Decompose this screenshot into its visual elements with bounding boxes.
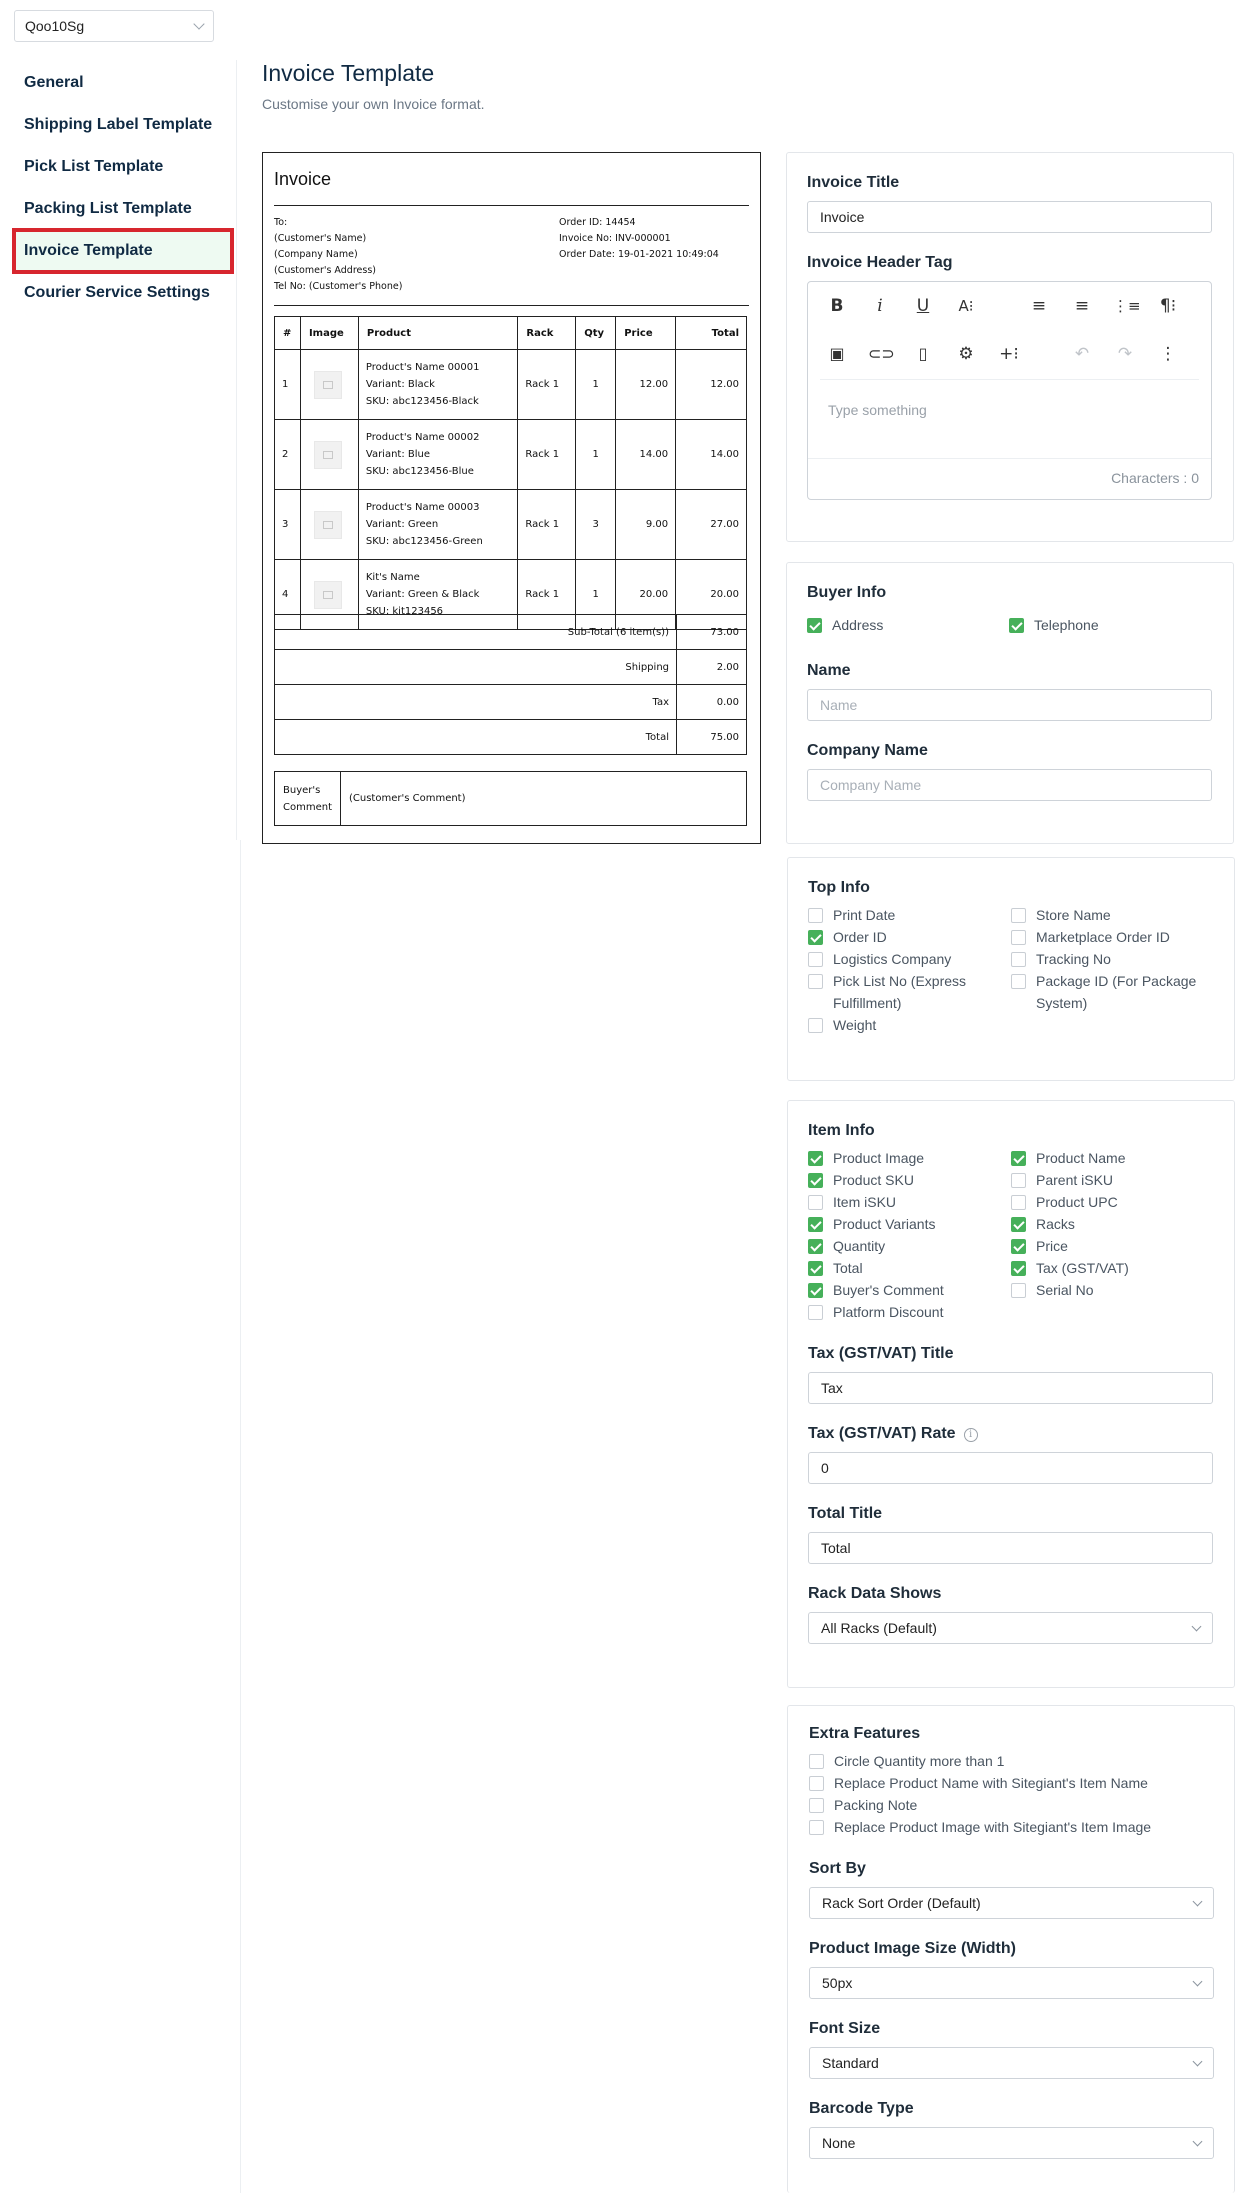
summary-label: Total [275, 720, 677, 755]
image-size-label: Product Image Size (Width) [809, 1940, 1016, 1957]
name-label: Name [807, 662, 851, 679]
checkbox-label: Product UPC [1036, 1194, 1118, 1210]
column-header: Product [358, 317, 518, 350]
product-name-checkbox[interactable] [1011, 1147, 1125, 1169]
checkbox-checked-icon [808, 1173, 823, 1188]
checkbox-icon [808, 1195, 823, 1210]
column-header: Total [676, 317, 747, 350]
product-image-checkbox[interactable] [808, 1147, 924, 1169]
row-number: 1 [275, 350, 301, 420]
rack-cell: Rack 1 [518, 350, 576, 420]
summary-value: 0.00 [677, 685, 747, 720]
to-line: (Company Name) [274, 249, 358, 260]
bold-icon[interactable]: B [830, 296, 844, 316]
font-size-icon[interactable]: A⁝ [958, 297, 974, 315]
table-row [275, 350, 747, 420]
checkbox-label: Store Name [1036, 907, 1111, 923]
chevron-down-icon [1193, 1897, 1203, 1907]
column-header: Price [616, 317, 676, 350]
invoice-items-table [274, 316, 747, 630]
product-sku: SKU: abc123456-Blue [365, 466, 474, 477]
checkbox-icon [1011, 908, 1026, 923]
parent-isku-checkbox[interactable] [1011, 1169, 1113, 1191]
buyer-comment-label-line: Comment [283, 801, 332, 813]
image-placeholder-icon [314, 441, 342, 469]
to-line: (Customer's Address) [274, 265, 376, 276]
column-header: Qty [576, 317, 616, 350]
checkbox-icon [808, 974, 823, 989]
order-line: Invoice No: INV-000001 [559, 233, 671, 244]
checkbox-checked-icon [1011, 1151, 1026, 1166]
item-isku-checkbox[interactable] [808, 1191, 896, 1213]
checkbox-icon [1011, 974, 1026, 989]
packing-note-checkbox[interactable] [809, 1794, 917, 1816]
page-subtitle: Customise your own Invoice format. [262, 96, 485, 112]
price-cell: 9.00 [616, 490, 676, 560]
row-number: 2 [275, 420, 301, 490]
product-sku: SKU: kit123456 [365, 606, 444, 617]
buyer-comment-value: (Customer's Comment) [341, 772, 747, 826]
invoice-header-tag-label: Invoice Header Tag [807, 254, 953, 271]
checkbox-checked-icon [1011, 1239, 1026, 1254]
image-placeholder-icon [314, 581, 342, 609]
company-name-label: Company Name [807, 742, 928, 759]
page-title: Invoice Template [262, 60, 435, 86]
rack-data-select[interactable] [808, 1612, 1213, 1644]
summary-value: 73.00 [677, 615, 747, 650]
checkbox-label: Telephone [1034, 617, 1099, 633]
total-title-input[interactable]: Total [808, 1532, 1213, 1564]
product-variant: Variant: Blue [365, 449, 431, 460]
product-sku: SKU: abc123456-Green [365, 536, 483, 547]
checkbox-label: Packing Note [834, 1797, 918, 1813]
checkbox-checked-icon [1011, 1261, 1026, 1276]
checkbox-checked-icon [807, 618, 822, 633]
print-date-checkbox[interactable] [808, 904, 895, 926]
checkbox-checked-icon [1011, 1217, 1026, 1232]
checkbox-checked-icon [808, 1261, 823, 1276]
sidebar-item-pick-list-template[interactable]: Pick List Template [24, 158, 164, 175]
summary-row [275, 615, 747, 650]
rack-data-value: All Racks (Default) [821, 1620, 937, 1636]
summary-label: Tax [275, 685, 677, 720]
checkbox-label: Product Variants [833, 1216, 936, 1232]
checkbox-icon [809, 1754, 824, 1769]
product-name: Product's Name 00001 [365, 362, 480, 373]
order-id-checkbox[interactable] [808, 926, 887, 948]
checkbox-label: Product Name [1036, 1150, 1126, 1166]
checkbox-icon [808, 952, 823, 967]
sidebar-divider [236, 60, 237, 840]
checkbox-label: Tax (GST/VAT) [1036, 1260, 1129, 1276]
address-checkbox[interactable] [807, 614, 883, 636]
total-cell: 27.00 [676, 490, 747, 560]
product-cell [358, 350, 518, 420]
italic-icon[interactable]: i [877, 296, 883, 316]
undo-icon[interactable]: ↶ [1074, 344, 1090, 364]
price-cell: 12.00 [616, 350, 676, 420]
product-variant: Variant: Black [365, 379, 435, 390]
editor-placeholder[interactable]: Type something [828, 402, 927, 418]
price-checkbox[interactable] [1011, 1235, 1068, 1257]
quantity-checkbox[interactable] [808, 1235, 885, 1257]
order-block [559, 215, 719, 263]
checkbox-label: Product Image [833, 1150, 925, 1166]
gear-icon[interactable]: ⚙ [958, 344, 974, 364]
column-header: Rack [518, 317, 576, 350]
product-name: Product's Name 00003 [365, 502, 480, 513]
buyers-comment-checkbox[interactable] [808, 1279, 944, 1301]
editor-divider [808, 458, 1211, 459]
to-line: (Customer's Name) [274, 233, 367, 244]
checkbox-label: Quantity [833, 1238, 886, 1254]
to-line: Tel No: (Customer's Phone) [274, 281, 403, 292]
qty-cell: 1 [576, 560, 616, 630]
editor-divider [820, 379, 1199, 380]
checkbox-label: Address [832, 617, 884, 633]
marketplace-order-id-checkbox[interactable] [1011, 926, 1170, 948]
tax-title-label: Tax (GST/VAT) Title [808, 1345, 954, 1362]
row-number: 4 [275, 560, 301, 630]
sidebar-item-shipping-label-template[interactable]: Shipping Label Template [24, 116, 213, 133]
summary-row [275, 685, 747, 720]
sort-by-label: Sort By [809, 1860, 866, 1877]
image-icon[interactable]: ▣ [829, 344, 845, 363]
product-name: Product's Name 00002 [365, 432, 480, 443]
barcode-type-select[interactable] [809, 2127, 1214, 2159]
tax-title-input[interactable]: Tax [808, 1372, 1213, 1404]
product-sku-checkbox[interactable] [808, 1169, 914, 1191]
checkbox-label: Tracking No [1036, 951, 1111, 967]
total-cell: 14.00 [676, 420, 747, 490]
item-info-title: Item Info [808, 1122, 875, 1139]
paragraph-icon[interactable]: ¶⁝ [1159, 296, 1177, 316]
summary-value: 75.00 [677, 720, 747, 755]
checkbox-checked-icon [808, 930, 823, 945]
telephone-checkbox[interactable] [1009, 614, 1099, 636]
character-count: Characters : 0 [1111, 470, 1199, 486]
align-left-icon[interactable]: ≡ [1031, 296, 1047, 316]
weight-checkbox[interactable] [808, 1014, 876, 1036]
store-name-checkbox[interactable] [1011, 904, 1111, 926]
checkbox-label: Weight [833, 1017, 877, 1033]
align-center-icon[interactable]: ≡ [1074, 296, 1090, 316]
product-sku: SKU: abc123456-Black [365, 396, 479, 407]
barcode-type-label: Barcode Type [809, 2100, 914, 2117]
checkbox-label: Racks [1036, 1216, 1075, 1232]
column-header: # [275, 317, 301, 350]
customer-block [274, 215, 402, 295]
buyer-comment-label [275, 772, 341, 826]
checkbox-checked-icon [808, 1151, 823, 1166]
total-cell: 20.00 [676, 560, 747, 630]
to-line: To: [274, 217, 288, 228]
checkbox-icon [809, 1820, 824, 1835]
circle-quantity-checkbox[interactable] [809, 1750, 1004, 1772]
rack-cell: Rack 1 [518, 420, 576, 490]
checkbox-icon [1011, 952, 1026, 967]
tracking-no-checkbox[interactable] [1011, 948, 1111, 970]
file-icon[interactable]: ▯ [918, 344, 928, 363]
header-tag-editor[interactable] [807, 281, 1212, 500]
product-image-cell [300, 420, 358, 490]
checkbox-icon [1011, 1283, 1026, 1298]
checkbox-label: Print Date [833, 907, 896, 923]
divider [274, 305, 749, 306]
checkbox-label: Order ID [833, 929, 887, 945]
table-header [275, 317, 747, 350]
checkbox-icon [1011, 1173, 1026, 1188]
sidebar-item-packing-list-template[interactable]: Packing List Template [24, 200, 192, 217]
replace-product-image-checkbox[interactable] [809, 1816, 1151, 1838]
qty-cell: 1 [576, 350, 616, 420]
product-variant: Variant: Green [365, 519, 439, 530]
checkbox-icon [808, 908, 823, 923]
tax-rate-input[interactable]: 0 [808, 1452, 1213, 1484]
divider [274, 205, 749, 206]
company-name-input[interactable]: Company Name [807, 769, 1212, 801]
sidebar-item-courier-service-settings[interactable]: Courier Service Settings [24, 284, 210, 301]
checkbox-label: Package ID (For Package System) [1036, 973, 1197, 1011]
total-title-label: Total Title [808, 1505, 883, 1522]
product-image-cell [300, 350, 358, 420]
tax-checkbox[interactable] [1011, 1257, 1129, 1279]
package-id-checkbox[interactable] [1011, 970, 1201, 1014]
product-upc-checkbox[interactable] [1011, 1191, 1118, 1213]
checkbox-label: Circle Quantity more than 1 [834, 1753, 1005, 1769]
checkbox-icon [1011, 1195, 1026, 1210]
chevron-down-icon [1193, 2057, 1203, 2067]
underline-icon[interactable]: U [916, 296, 930, 316]
serial-no-checkbox[interactable] [1011, 1279, 1094, 1301]
product-variant: Variant: Green & Black [365, 589, 480, 600]
checkbox-label: Replace Product Name with Sitegiant's Item Name [834, 1775, 1148, 1791]
table-row [275, 420, 747, 490]
image-size-value: 50px [822, 1975, 853, 1991]
checkbox-label: Product SKU [833, 1172, 914, 1188]
invoice-summary-table [274, 614, 747, 755]
order-line: Order Date: 19-01-2021 10:49:04 [559, 249, 719, 260]
checkbox-label: Platform Discount [833, 1304, 944, 1320]
product-variants-checkbox[interactable] [808, 1213, 935, 1235]
barcode-type-value: None [822, 2135, 856, 2151]
price-cell: 20.00 [616, 560, 676, 630]
checkbox-checked-icon [808, 1283, 823, 1298]
rack-cell: Rack 1 [518, 560, 576, 630]
checkbox-label: Price [1036, 1238, 1068, 1254]
total-checkbox[interactable] [808, 1257, 863, 1279]
tax-rate-label-text: Tax (GST/VAT) Rate [808, 1425, 956, 1442]
checkbox-label: Buyer's Comment [833, 1282, 944, 1298]
qty-cell: 3 [576, 490, 616, 560]
checkbox-label: Replace Product Image with Sitegiant's Item Image [834, 1819, 1152, 1835]
product-image-cell [300, 490, 358, 560]
checkbox-label: Serial No [1036, 1282, 1094, 1298]
row-number: 3 [275, 490, 301, 560]
total-cell: 12.00 [676, 350, 747, 420]
checkbox-label: Parent iSKU [1036, 1172, 1114, 1188]
buyer-info-title: Buyer Info [807, 584, 887, 601]
image-placeholder-icon [314, 371, 342, 399]
checkbox-checked-icon [808, 1239, 823, 1254]
summary-row [275, 650, 747, 685]
info-icon[interactable]: i [964, 1428, 978, 1442]
product-cell [358, 490, 518, 560]
summary-label: Sub-Total (6 item(s)) [275, 615, 677, 650]
racks-checkbox[interactable] [1011, 1213, 1075, 1235]
rack-cell: Rack 1 [518, 490, 576, 560]
invoice-preview [262, 152, 761, 844]
checkbox-label: Logistics Company [833, 951, 952, 967]
buyer-comment-table [274, 771, 747, 826]
checkbox-label: Pick List No (Express Fulfillment) [833, 973, 967, 1011]
replace-product-name-checkbox[interactable] [809, 1772, 1148, 1794]
checkbox-icon [808, 1018, 823, 1033]
extra-features-title: Extra Features [809, 1725, 921, 1742]
sidebar-divider [240, 840, 241, 2193]
top-info-title: Top Info [808, 879, 870, 896]
sidebar-item-invoice-template[interactable]: Invoice Template [12, 228, 234, 274]
checkbox-icon [809, 1798, 824, 1813]
checkbox-checked-icon [1009, 618, 1024, 633]
store-select[interactable] [14, 10, 214, 42]
pick-list-no-checkbox[interactable] [808, 970, 998, 1014]
checkbox-icon [808, 1305, 823, 1320]
table-row [275, 490, 747, 560]
platform-discount-checkbox[interactable] [808, 1301, 943, 1323]
tax-rate-label [808, 1425, 978, 1443]
sort-by-value: Rack Sort Order (Default) [822, 1895, 981, 1911]
chevron-down-icon [1192, 1622, 1202, 1632]
image-size-select[interactable] [809, 1967, 1214, 1999]
invoice-title-label: Invoice Title [807, 174, 900, 191]
store-select-value: Qoo10Sg [25, 18, 85, 34]
checkbox-icon [1011, 930, 1026, 945]
checkbox-icon [809, 1776, 824, 1791]
checkbox-checked-icon [808, 1217, 823, 1232]
ordered-list-icon[interactable]: ⋮≡ [1113, 297, 1141, 315]
chevron-down-icon [1193, 1977, 1203, 1987]
checkbox-label: Item iSKU [833, 1194, 897, 1210]
order-line: Order ID: 14454 [559, 217, 636, 228]
product-name: Kit's Name [365, 572, 420, 583]
more-icon[interactable]: ⋮ [1159, 344, 1177, 364]
redo-icon[interactable]: ↷ [1117, 344, 1133, 364]
sort-by-select[interactable] [809, 1887, 1214, 1919]
sidebar-item-general[interactable]: General [24, 74, 84, 91]
invoice-preview-title: Invoice [274, 169, 332, 189]
summary-row [275, 720, 747, 755]
summary-value: 2.00 [677, 650, 747, 685]
name-input[interactable]: Name [807, 689, 1212, 721]
invoice-title-input[interactable]: Invoice [807, 201, 1212, 233]
rack-data-label: Rack Data Shows [808, 1585, 942, 1602]
font-size-label: Font Size [809, 2020, 881, 2037]
link-icon[interactable]: ⊂⊃ [868, 344, 895, 363]
font-size-value: Standard [822, 2055, 879, 2071]
chevron-down-icon [193, 18, 204, 29]
chevron-down-icon [1193, 2137, 1203, 2147]
logistics-company-checkbox[interactable] [808, 948, 951, 970]
buyer-comment-label-line: Buyer's [283, 784, 321, 796]
summary-label: Shipping [275, 650, 677, 685]
image-placeholder-icon [314, 511, 342, 539]
column-header: Image [300, 317, 358, 350]
checkbox-label: Marketplace Order ID [1036, 929, 1170, 945]
product-cell [358, 420, 518, 490]
insert-icon[interactable]: +⁝ [999, 344, 1019, 364]
font-size-select[interactable] [809, 2047, 1214, 2079]
checkbox-label: Total [833, 1260, 863, 1276]
price-cell: 14.00 [616, 420, 676, 490]
qty-cell: 1 [576, 420, 616, 490]
